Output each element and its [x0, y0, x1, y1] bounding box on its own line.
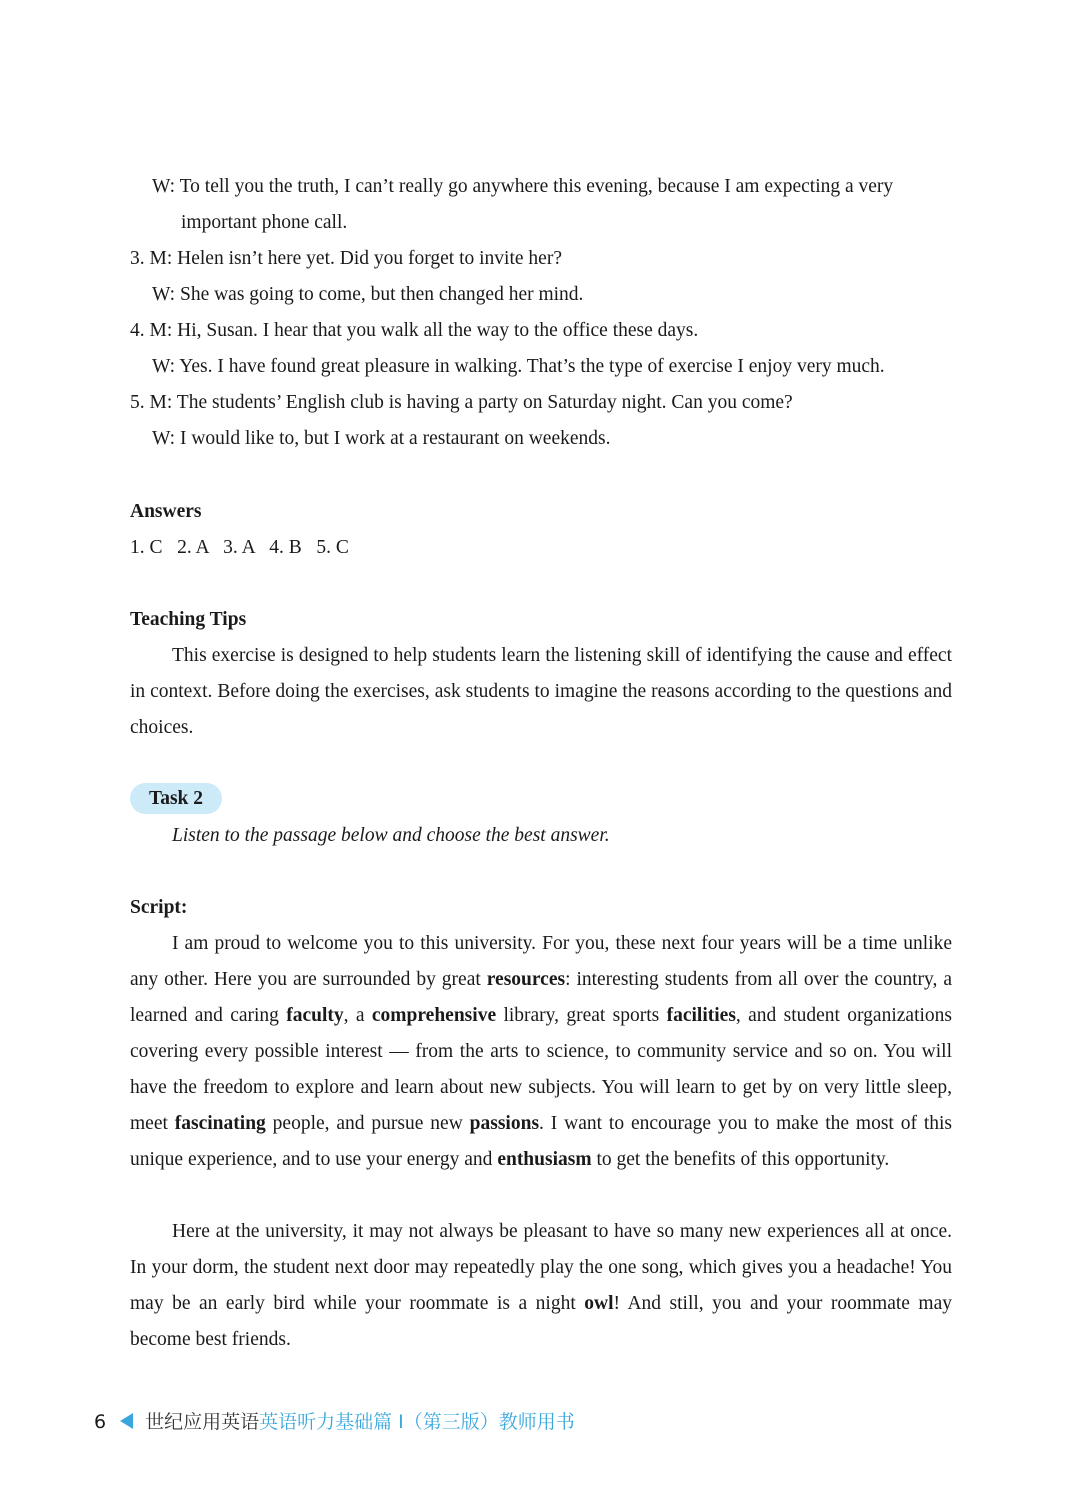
- keyword: fascinating: [174, 1113, 266, 1134]
- task-badge: Task 2: [130, 783, 222, 814]
- dialogue-line: W: I would like to, but I work at a restaurant on weekends.: [152, 428, 611, 449]
- triangle-left-icon: [120, 1413, 133, 1429]
- page-footer: [94, 1408, 575, 1436]
- script-text: to get the benefits of this opportunity.: [591, 1149, 890, 1170]
- keyword: facilities: [666, 1005, 736, 1026]
- script-text: : interesting students from all over the country, a learned and caring: [130, 969, 952, 1026]
- script-heading: Script:: [130, 897, 188, 918]
- keyword: owl: [584, 1293, 614, 1314]
- dialogue-line: 3. M: Helen isn’t here yet. Did you forget to invite her?: [130, 248, 562, 269]
- script-text: . I want to encourage you to make the most of this unique experience, and to use your energy and: [130, 1113, 953, 1170]
- dialogue-line: 5. M: The students’ English club is having a party on Saturday night. Can you come?: [130, 392, 793, 413]
- dialogue-line: W: Yes. I have found great pleasure in walking. That’s the type of exercise I enjoy very much.: [152, 356, 885, 377]
- keyword: passions: [469, 1113, 540, 1134]
- answers-heading: Answers: [130, 501, 202, 522]
- script-paragraph-1: [130, 926, 952, 1178]
- script-paragraph-2: [130, 1214, 952, 1358]
- page-number: 6: [94, 1411, 107, 1433]
- keyword: comprehensive: [371, 1005, 497, 1026]
- keyword: resources: [486, 969, 566, 990]
- task-instruction: Listen to the passage below and choose the best answer.: [172, 825, 610, 846]
- dialogue-line: W: She was going to come, but then changed her mind.: [152, 284, 584, 305]
- dialogue-line: W: To tell you the truth, I can’t really go anywhere this evening, because I am expecting a very: [152, 176, 894, 197]
- script-text: I am proud to welcome you to this university. For you, these next four years will be a time unlike any other. Here you are surrounded by great: [130, 933, 952, 990]
- dialogue-line: 4. M: Hi, Susan. I hear that you walk all the way to the office these days.: [130, 320, 699, 341]
- script-text: people, and pursue new: [265, 1113, 470, 1134]
- script-text: , a: [343, 1005, 372, 1026]
- script-text: ! And still, you and your roommate may become best friends.: [130, 1293, 953, 1350]
- book-title: 英语听力基础篇 I（第三版）教师用书: [259, 1411, 575, 1433]
- teaching-tips-text: This exercise is designed to help students learn the listening skill of identifying the cause and effect in context. Before doing the exercises, ask students to imagine the reasons according to the questions and choices.: [130, 645, 952, 738]
- teaching-tips-heading: Teaching Tips: [130, 609, 247, 630]
- series-title: 世纪应用英语: [145, 1411, 260, 1433]
- script-text: library, great sports: [496, 1005, 667, 1026]
- dialogue-line: important phone call.: [181, 212, 348, 233]
- keyword: enthusiasm: [497, 1149, 592, 1170]
- answers-text: 1. C 2. A 3. A 4. B 5. C: [130, 537, 349, 558]
- keyword: faculty: [286, 1005, 344, 1026]
- script-text: , and student organizations covering every possible interest — from the arts to science, to community service and so on. You will have the freedom to explore and learn about new subjects. You will learn to get by on very little sleep, meet: [130, 1005, 952, 1134]
- script-text: Here at the university, it may not always be pleasant to have so many new experiences all at once. In your dorm, the student next door may repeatedly play the one song, which gives you a headache! You may be an early bird while your roommate is a night: [130, 1221, 952, 1314]
